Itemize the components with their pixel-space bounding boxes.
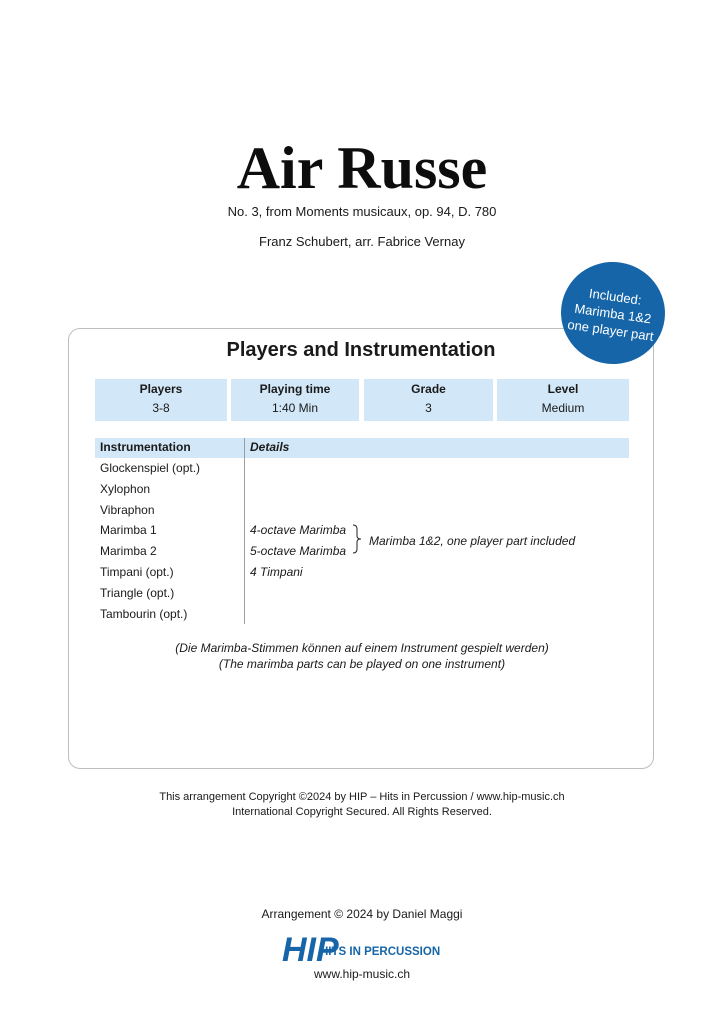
instrument-name: Timpani (opt.) [100,565,174,579]
summary-grade [364,379,493,421]
summary-value: 1:40 Min [271,401,319,415]
instrument-detail: 4-octave Marimba [250,523,347,537]
composer-credit: Franz Schubert, arr. Fabrice Vernay [259,234,465,249]
summary-value: Medium [541,401,585,415]
instrument-name: Xylophon [100,482,151,496]
summary-value: 3 [425,401,432,415]
note-english: (The marimba parts can be played on one instrument) [218,657,506,671]
summary-label: Playing time [259,382,331,396]
summary-level [497,379,629,421]
instrument-detail: 5-octave Marimba [250,544,347,558]
logo-mark: HIP [282,931,339,967]
panel-title: Players and Instrumentation [226,339,496,361]
summary-label: Players [139,382,183,396]
instrument-name: Triangle (opt.) [100,586,175,600]
note-german: (Die Marimba-Stimmen können auf einem Instrument gespielt werden) [175,641,549,655]
subtitle: No. 3, from Moments musicaux, op. 94, D. 780 [227,204,497,219]
instrument-name: Glockenspiel (opt.) [100,461,201,475]
included-badge-text: Included: Marimba 1&2 one player part [566,285,655,344]
summary-value: 3-8 [152,401,170,415]
hip-logo [280,925,450,967]
summary-players [95,379,227,421]
instrument-name: Marimba 2 [100,544,157,558]
curly-brace-icon [352,524,362,554]
marimba-bracket-note: Marimba 1&2, one player part included [369,534,576,548]
page-title: Air Russe [236,135,488,201]
instrumentation-header: Instrumentation [100,440,191,454]
copyright-line: This arrangement Copyright ©2024 by HIP – Hits in Percussion / www.hip-music.ch [159,791,565,803]
rights-line: International Copyright Secured. All Rights Reserved. [232,806,492,818]
website: www.hip-music.ch [313,967,411,981]
summary-label: Grade [411,382,446,396]
instrument-name: Marimba 1 [100,523,157,537]
summary-label: Level [547,382,579,396]
instrument-name: Vibraphon [100,503,155,517]
logo-text: HITS IN PERCUSSION [320,946,441,958]
instrument-detail: 4 Timpani [250,565,303,579]
column-divider [244,438,245,624]
details-header: Details [250,440,290,454]
instrument-name: Tambourin (opt.) [100,607,188,621]
summary-playing-time [231,379,359,421]
arrangement-credit: Arrangement © 2024 by Daniel Maggi [261,907,463,921]
